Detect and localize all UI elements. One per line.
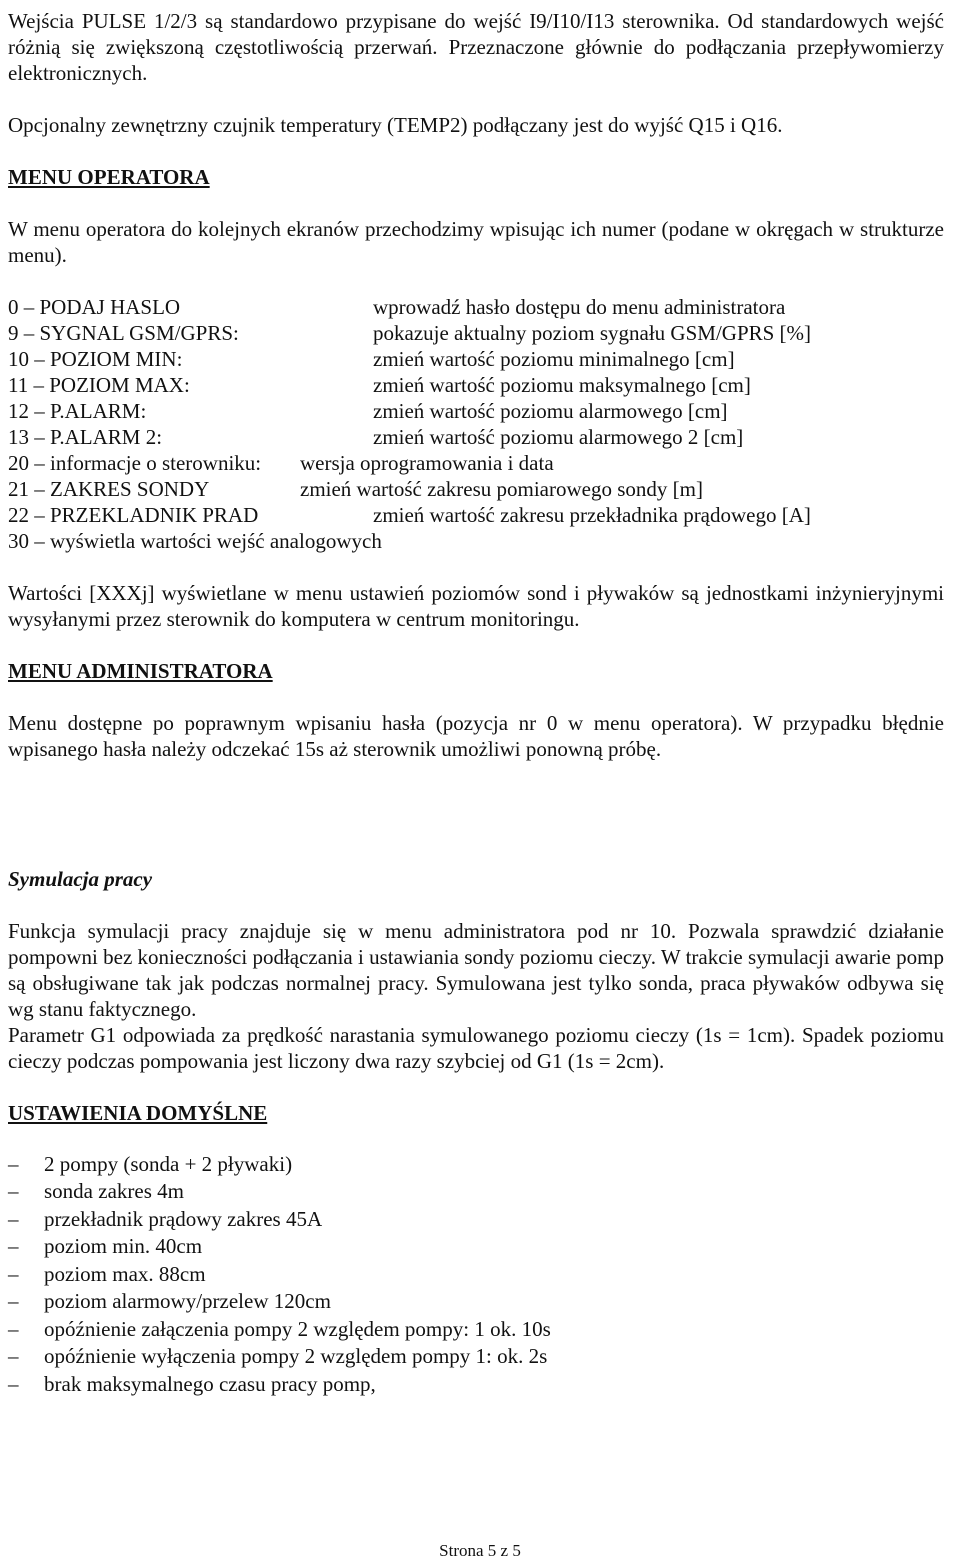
menu-value: zmień wartość poziomu minimalnego [cm] [373, 347, 735, 371]
list-item [8, 1205, 944, 1233]
list-item [8, 1343, 944, 1371]
defaults-list [8, 1150, 944, 1398]
dash-bullet: – [8, 1206, 19, 1231]
operator-menu-heading: MENU OPERATORA [8, 165, 210, 189]
dash-bullet: – [8, 1371, 19, 1396]
dash-bullet: – [8, 1179, 19, 1204]
menu-row [8, 476, 944, 502]
menu-key: 30 – wyświetla wartości wejść analogowych [8, 529, 382, 553]
simulation-paragraph-1: Funkcja symulacji pracy znajduje się w menu administratora pod nr 10. Pozwala sprawdzić działanie pompowni bez konieczności podłączania i ustawiania sondy poziomu cieczy. W trakcie symulacji awarie pomp są obsługiwane tak jak podczas normalnej pracy. Symulowana jest tylko sonda, praca pływaków odbywa się wg stanu faktycznego. [8, 919, 944, 1021]
list-item-text: opóźnienie wyłączenia pompy 2 względem pompy 1: ok. 2s [44, 1344, 548, 1369]
menu-row [8, 346, 944, 372]
list-item-text: sonda zakres 4m [44, 1179, 184, 1204]
dash-bullet: – [8, 1316, 19, 1341]
list-item-text: 2 pompy (sonda + 2 pływaki) [44, 1151, 293, 1176]
menu-value: zmień wartość zakresu pomiarowego sondy [m] [300, 477, 703, 501]
menu-key: 0 – PODAJ HASLO [8, 295, 181, 319]
intro-paragraph-pulse: Wejścia PULSE 1/2/3 są standardowo przypisane do wejść I9/I10/I13 sterownika. Od standardowych wejść różnią się zwiększoną częstotliwością przerwań. Przeznaczone głównie do podłączania przepływomierzy elektronicznych. [8, 9, 944, 85]
simulation-heading: Symulacja pracy [8, 867, 153, 891]
list-item-text: poziom alarmowy/przelew 120cm [44, 1289, 331, 1314]
list-item [8, 1150, 944, 1178]
menu-row [8, 372, 944, 398]
list-item [8, 1288, 944, 1316]
menu-key: 21 – ZAKRES SONDY [8, 477, 210, 501]
menu-row [8, 320, 944, 346]
list-item-text: poziom min. 40cm [44, 1234, 203, 1259]
menu-key: 11 – POZIOM MAX: [8, 373, 190, 397]
dash-bullet: – [8, 1151, 19, 1176]
dash-bullet: – [8, 1344, 19, 1369]
document-page [8, 8, 944, 1398]
menu-row [8, 294, 944, 320]
operator-menu-intro: W menu operatora do kolejnych ekranów przechodzimy wpisując ich numer (podane w okręgach w strukturze menu). [8, 217, 944, 267]
list-item [8, 1233, 944, 1261]
operator-menu-list [8, 294, 944, 554]
operator-menu-note: Wartości [XXXj] wyświetlane w menu ustawień poziomów sond i pływaków są jednostkami inżynieryjnymi wysyłanymi przez sterownik do komputera w centrum monitoringu. [8, 581, 944, 631]
admin-menu-text: Menu dostępne po poprawnym wpisaniu hasła (pozycja nr 0 w menu operatora). W przypadku błędnie wpisanego hasła należy odczekać 15s aż sterownik umożliwi ponowną próbę. [8, 711, 944, 761]
list-item-text: poziom max. 88cm [44, 1261, 206, 1286]
menu-value: wersja oprogramowania i data [300, 451, 554, 475]
list-item [8, 1315, 944, 1343]
list-item [8, 1178, 944, 1206]
admin-menu-heading: MENU ADMINISTRATORA [8, 659, 273, 683]
menu-value: zmień wartość poziomu alarmowego [cm] [373, 399, 728, 423]
menu-row [8, 502, 944, 528]
dash-bullet: – [8, 1289, 19, 1314]
list-item-text: przekładnik prądowy zakres 45A [44, 1206, 323, 1231]
simulation-paragraph-2: Parametr G1 odpowiada za prędkość narastania symulowanego poziomu cieczy (1s = 1cm). Spadek poziomu cieczy podczas pompowania jest liczony dwa razy szybciej od G1 (1s = 2cm). [8, 1023, 944, 1073]
menu-value: zmień wartość poziomu maksymalnego [cm] [373, 373, 751, 397]
menu-value: wprowadź hasło dostępu do menu administratora [373, 295, 786, 319]
menu-key: 22 – PRZEKLADNIK PRAD [8, 503, 259, 527]
page-number: Strona 5 z 5 [439, 1541, 521, 1560]
menu-value: pokazuje aktualny poziom sygnału GSM/GPRS [%] [373, 321, 812, 345]
menu-row [8, 450, 944, 476]
dash-bullet: – [8, 1234, 19, 1259]
menu-key: 13 – P.ALARM 2: [8, 425, 163, 449]
intro-paragraph-temp: Opcjonalny zewnętrzny czujnik temperatury (TEMP2) podłączany jest do wyjść Q15 i Q16. [8, 113, 783, 137]
dash-bullet: – [8, 1261, 19, 1286]
menu-key: 10 – POZIOM MIN: [8, 347, 183, 371]
menu-row [8, 528, 944, 554]
menu-value: zmień wartość poziomu alarmowego 2 [cm] [373, 425, 744, 449]
defaults-heading: USTAWIENIA DOMYŚLNE [8, 1101, 268, 1125]
menu-key: 9 – SYGNAL GSM/GPRS: [8, 321, 239, 345]
list-item [8, 1260, 944, 1288]
menu-row [8, 398, 944, 424]
menu-value: zmień wartość zakresu przekładnika prądowego [A] [373, 503, 811, 527]
list-item-text: opóźnienie załączenia pompy 2 względem pompy: 1 ok. 10s [44, 1316, 551, 1341]
list-item [8, 1370, 944, 1398]
menu-row [8, 424, 944, 450]
menu-key: 20 – informacje o sterowniku: [8, 451, 262, 475]
menu-key: 12 – P.ALARM: [8, 399, 147, 423]
list-item-text: brak maksymalnego czasu pracy pomp, [44, 1371, 376, 1396]
